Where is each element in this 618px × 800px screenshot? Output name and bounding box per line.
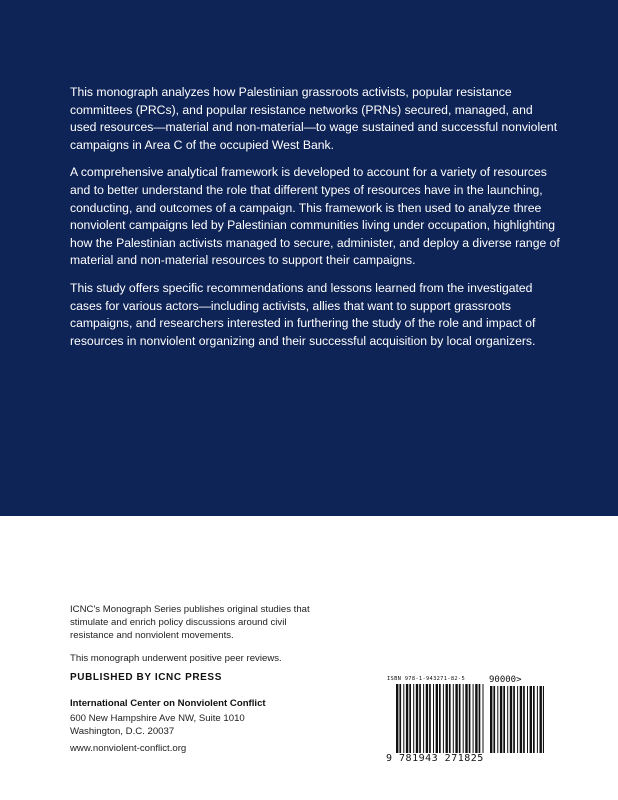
ean-digits: 9 781943 271825	[386, 753, 484, 764]
address-line-1: 600 New Hampshire Ave NW, Suite 1010	[70, 713, 245, 724]
series-info	[70, 603, 330, 674]
publisher-org-name: International Center on Nonviolent Conflict	[70, 698, 266, 709]
publisher-website: www.nonviolent-conflict.org	[70, 743, 187, 754]
barcode-bars	[384, 673, 548, 765]
isbn-label: ISBN 978-1-943271-82-5	[387, 676, 465, 682]
back-cover-blurb	[70, 84, 562, 360]
price-code: 90000>	[489, 675, 522, 685]
address-line-2: Washington, D.C. 20037	[70, 726, 175, 738]
blurb-paragraph-2: A comprehensive analytical framework is developed to account for a variety of resources and to better understand the role that different types of resources have in the launching, conducting, and outcomes of a campaign. This framework is then used to analyze three nonviolent campaigns led by Palestinian communities living under occupation, highlighting how the Palestinian activists managed to secure, administer, and deploy a diverse range of material and non-material resources to support their campaigns.	[70, 165, 560, 268]
peer-review-note: This monograph underwent positive peer reviews.	[70, 652, 282, 664]
blurb-paragraph-3: This study offers specific recommendations and lessons learned from the investigated cases for various actors—including activists, allies that want to support grassroots campaigns, and researchers interested in furthering the study of the role and impact of resources in nonviolent organizing and their successful acquisition by local organizers.	[70, 280, 536, 348]
isbn-barcode	[384, 673, 548, 765]
blurb-paragraph-1: This monograph analyzes how Palestinian grassroots activists, popular resistance committees (PRCs), and popular resistance networks (PRNs) secured, managed, and used resources—material and non-material—to wage sustained and successful nonviolent campaigns in Area C of the occupied West Bank.	[70, 85, 558, 152]
series-description: ICNC's Monograph Series publishes original studies that stimulate and enrich policy discussions around civil resistance and nonviolent movements.	[70, 604, 310, 642]
publisher-address	[70, 712, 245, 738]
publisher-heading: PUBLISHED BY ICNC PRESS	[70, 672, 222, 683]
